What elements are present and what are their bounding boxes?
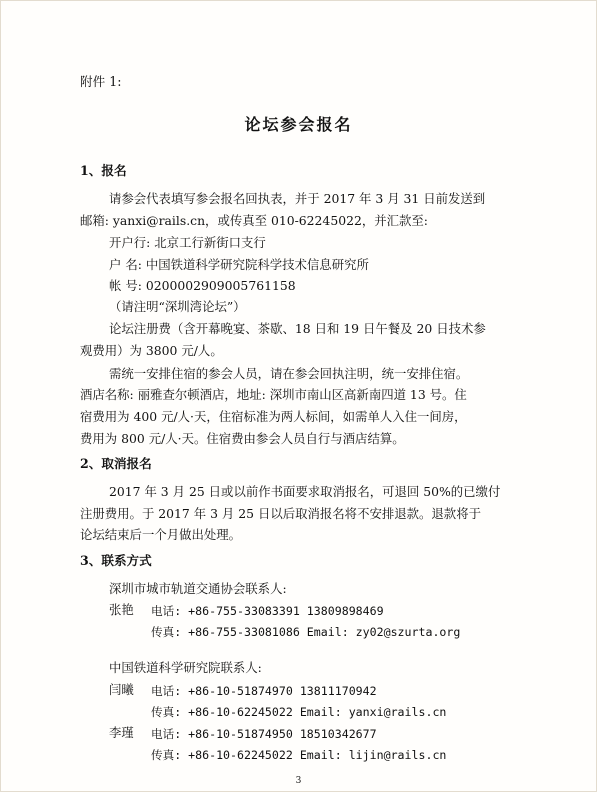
section-heading-cancellation: 2、取消报名 (80, 456, 152, 471)
attachment-label: 附件 1: (80, 74, 122, 89)
account-name-line: 户 名: 中国铁道科学研究院科学技术信息研究所 (109, 257, 369, 272)
contact-phone: 电话: +86-10-51874950 18510342677 (151, 727, 377, 741)
contact-organization: 深圳市城市轨道交通协会联系人: (109, 581, 287, 596)
contact-fax-email: 传真: +86-10-62245022 Email: yanxi@rails.cn (151, 705, 447, 719)
bank-line: 开户行: 北京工行新街口支行 (109, 235, 266, 250)
hotel-paragraph-line: 需统一安排住宿的参会人员，请在参会回执注明，统一安排住宿。 (109, 366, 469, 381)
remittance-note: （请注明“深圳湾论坛”） (109, 299, 246, 314)
contact-name: 李瑾 (109, 725, 134, 740)
contact-phone: 电话: +86-10-51874970 13811170942 (151, 684, 377, 698)
registration-paragraph-line: 邮箱: yanxi@rails.cn，或传真至 010-62245022，并汇款至: (80, 213, 428, 228)
contact-name: 闫曦 (109, 682, 134, 697)
section-heading-contacts: 3、联系方式 (80, 553, 152, 568)
section-heading-registration: 1、报名 (80, 163, 127, 178)
page-title: 论坛参会报名 (244, 115, 353, 134)
hotel-paragraph-line: 宿费用为 400 元/人·天，住宿标准为两人标间，如需单人入住一间房， (80, 409, 467, 424)
cancellation-paragraph-line: 论坛结束后一个月做出处理。 (80, 527, 242, 542)
registration-fee-line: 论坛注册费（含开幕晚宴、茶歇、18 日和 19 日午餐及 20 日技术参 (109, 321, 486, 336)
contact-organization: 中国铁道科学研究院联系人: (109, 660, 262, 675)
registration-fee-line: 观费用）为 3800 元/人。 (80, 343, 223, 358)
contact-fax-email: 传真: +86-755-33081086 Email: zy02@szurta.org (151, 625, 461, 639)
cancellation-paragraph-line: 2017 年 3 月 25 日或以前作书面要求取消报名，可退回 50%的已缴付 (109, 484, 501, 499)
hotel-paragraph-line: 酒店名称: 丽雅查尔顿酒店，地址: 深圳市南山区高新南四道 13 号。住 (80, 387, 467, 402)
contact-phone: 电话: +86-755-33083391 13809898469 (151, 604, 384, 618)
cancellation-paragraph-line: 注册费用。于 2017 年 3 月 25 日以后取消报名将不安排退款。退款将于 (80, 506, 481, 521)
page-number: 3 (295, 776, 302, 786)
contact-fax-email: 传真: +86-10-62245022 Email: lijin@rails.cn (151, 748, 447, 762)
account-number-line: 帐 号: 0200002909005761158 (109, 278, 296, 293)
registration-paragraph-line: 请参会代表填写参会报名回执表，并于 2017 年 3 月 31 日前发送到 (109, 191, 486, 206)
hotel-paragraph-line: 费用为 800 元/人·天。住宿费由参会人员自行与酒店结算。 (80, 431, 405, 446)
contact-name: 张艳 (109, 602, 134, 617)
